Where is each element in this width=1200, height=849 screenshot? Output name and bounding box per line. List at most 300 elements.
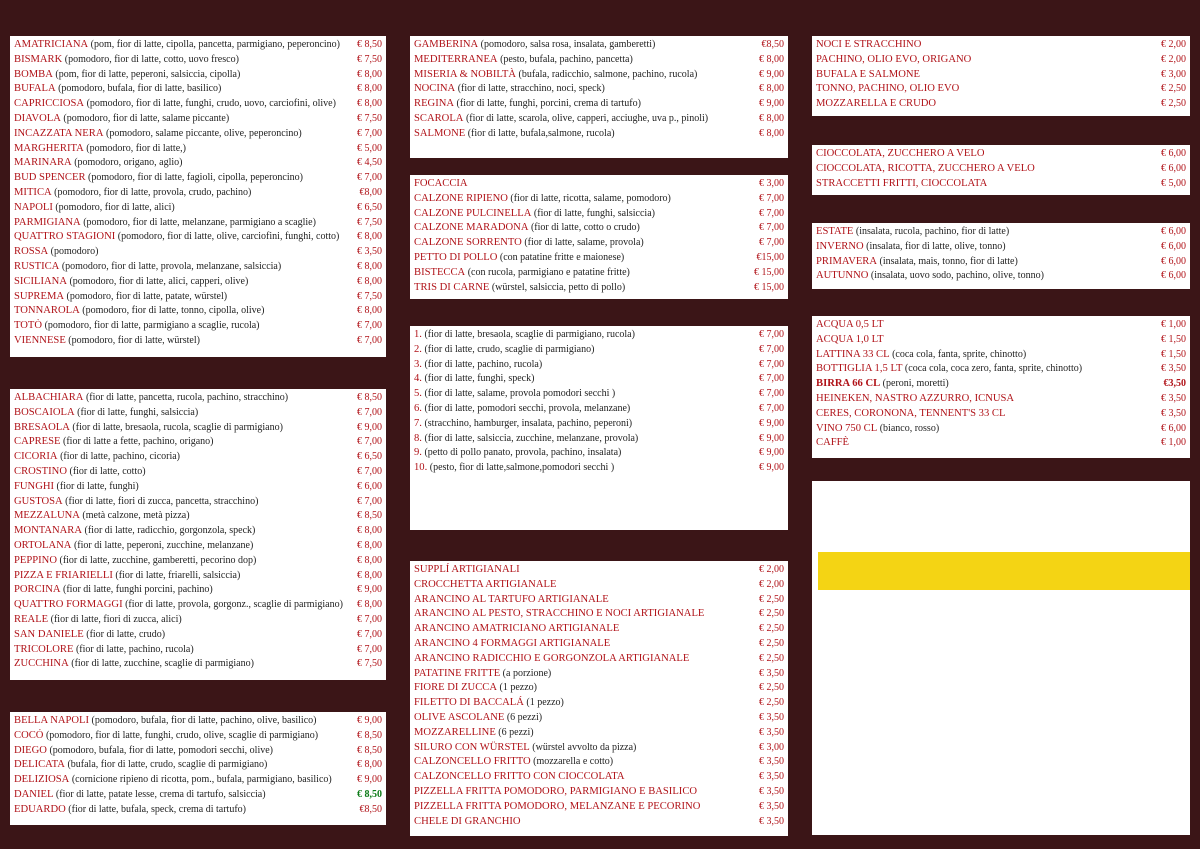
menu-item: [14, 68, 382, 83]
item-price: € 8,00: [357, 569, 382, 581]
item-name: HEINEKEN, NASTRO AZZURRO, ICNUSA: [816, 392, 1015, 404]
item-description: (pomodoro, fior di latte, salame piccante): [60, 112, 230, 124]
item-price: € 7,00: [357, 436, 382, 448]
item-name: ACQUA 0,5 LT: [816, 319, 884, 330]
menu-item: [14, 450, 382, 465]
item-price: € 6,50: [357, 201, 382, 213]
item-name: 10.: [414, 462, 428, 474]
item-price: € 2,50: [759, 652, 784, 664]
menu-item: [14, 391, 382, 406]
item-description: (pesto, fior di latte,salmone,pomodori secchi ): [427, 462, 615, 474]
item-name: PACHINO, OLIO EVO, ORIGANO: [816, 53, 972, 65]
item-description: (coca cola, fanta, sprite, chinotto): [889, 348, 1027, 360]
menu-item: [14, 38, 382, 53]
item-price: € 7,00: [759, 237, 784, 249]
item-description: (1 pezzo): [497, 682, 537, 694]
pizze-rosse-list: [10, 36, 386, 357]
item-description: (fior di latte, radicchio, gorgonzola, speck): [82, 525, 256, 537]
menu-item: [414, 127, 784, 142]
item-name: ARANCINO AL PESTO, STRACCHINO E NOCI ARTIGIANALE: [414, 608, 705, 620]
bevande-list: [812, 316, 1190, 458]
menu-item: [414, 68, 784, 83]
item-price: € 2,50: [1161, 98, 1186, 110]
menu-item: [14, 773, 382, 788]
item-description: (pomodoro, fior di latte, tonno, cipolla, olive): [79, 305, 265, 317]
menu-item: [816, 225, 1186, 240]
item-name: NOCINA: [414, 83, 456, 95]
item-description: (fior di latte, stracchino, noci, speck): [455, 83, 605, 95]
item-name: BISMARK: [14, 53, 63, 65]
item-price: € 2,00: [759, 578, 784, 590]
item-price: €8,50: [761, 39, 784, 50]
item-name: ESTATE: [816, 226, 854, 237]
item-price: € 9,00: [759, 432, 784, 444]
item-description: (fior di latte, pomodori secchi, provola, melanzane): [421, 402, 631, 414]
item-price: € 7,00: [357, 613, 382, 625]
menu-item: [414, 38, 784, 53]
item-price: € 2,50: [759, 697, 784, 709]
menu-item: [816, 177, 1186, 192]
item-price: € 3,50: [759, 726, 784, 738]
item-name: SUPREMA: [14, 290, 65, 302]
item-name: 9.: [414, 447, 422, 459]
item-price: € 2,50: [759, 623, 784, 635]
item-name: CROSTINO: [14, 465, 67, 477]
menu-item: [816, 362, 1186, 377]
item-price: € 8,00: [357, 98, 382, 110]
item-description: (pomodoro, salsa rosa, insalata, gamberetti): [478, 39, 656, 50]
item-name: ROSSA: [14, 246, 49, 258]
item-description: (pomodoro, fior di latte, melanzane, parmigiano a scaglie): [80, 216, 316, 228]
panuozzi-box: [410, 326, 788, 530]
item-name: CALZONE MARADONA: [414, 222, 529, 234]
menu-item: [14, 186, 382, 201]
item-price: € 3,50: [1161, 407, 1186, 419]
item-name: AMATRICIANA: [14, 39, 89, 50]
item-name: CALZONE PULCINELLA: [414, 207, 532, 219]
menu-item: [816, 38, 1186, 53]
item-description: (pomodoro, fior di latte, olive, carciofini, funghi, cotto): [115, 231, 340, 243]
menu-item: [414, 372, 784, 387]
item-name: RUSTICA: [14, 260, 60, 272]
item-description: (fior di latte, funghi, salsiccia): [74, 406, 199, 418]
item-name: CAPRESE: [14, 436, 61, 448]
item-description: (coca cola, coca zero, fanta, sprite, chinotto): [902, 363, 1083, 375]
item-name: PARMIGIANA: [14, 216, 81, 228]
item-name: MARGHERITA: [14, 142, 84, 154]
menu-item: [816, 97, 1186, 112]
menu-item: [816, 407, 1186, 422]
menu-item: [14, 142, 382, 157]
item-name: GAMBERINA: [414, 39, 479, 50]
item-name: PIZZELLA FRITTA POMODORO, PARMIGIANO E BASILICO: [414, 785, 698, 797]
item-price: € 8,00: [357, 539, 382, 551]
menu-item: [414, 358, 784, 373]
item-name: CHELE DI GRANCHIO: [414, 815, 521, 827]
menu-item: [14, 554, 382, 569]
item-description: (pomodoro, fior di latte, würstel): [65, 334, 200, 346]
item-description: (pomodoro, salame piccante, olive, peperoncino): [103, 127, 302, 139]
item-price: € 2,50: [759, 608, 784, 620]
item-price: € 8,00: [357, 759, 382, 771]
item-name: 5.: [414, 388, 422, 400]
menu-item: [14, 495, 382, 510]
menu-item: [14, 435, 382, 450]
item-name: SICILIANA: [14, 275, 67, 287]
item-price: € 6,00: [357, 480, 382, 492]
menu-item: [14, 304, 382, 319]
menu-item: [414, 82, 784, 97]
item-name: SILURO CON WÜRSTEL: [414, 741, 530, 753]
item-description: (fior di latte, crudo, scaglie di parmigiano): [421, 343, 595, 355]
item-price: € 3,50: [759, 815, 784, 827]
item-name: MITICA: [14, 186, 52, 198]
item-name: QUATTRO FORMAGGI: [14, 599, 123, 611]
item-description: (pom, fior di latte, cipolla, pancetta, parmigiano, peperoncino): [88, 39, 341, 50]
menu-item: [414, 53, 784, 68]
item-name: BOSCAIOLA: [14, 406, 75, 418]
item-name: CALZONCELLO FRITTO CON CIOCCOLATA: [414, 771, 625, 783]
item-price: € 8,00: [357, 83, 382, 95]
item-name: FUNGHI: [14, 480, 55, 492]
item-price: € 8,00: [357, 525, 382, 537]
item-description: (pomodoro, bufala, fior di latte, basilico): [55, 83, 222, 95]
menu-item: [414, 696, 784, 711]
item-price: € 6,00: [1161, 240, 1186, 252]
item-price: € 7,00: [357, 320, 382, 332]
menu-item: [414, 755, 784, 770]
menu-item: [14, 216, 382, 231]
item-description: (fior di latte, pachino, rucola): [73, 643, 194, 655]
item-name: OLIVE ASCOLANE: [414, 711, 505, 723]
item-description: (1 pezzo): [523, 697, 564, 709]
menu-item: [414, 402, 784, 417]
item-name: PIZZA E FRIARIELLI: [14, 569, 113, 581]
item-name: CIOCCOLATA, RICOTTA, ZUCCHERO A VELO: [816, 162, 1035, 174]
item-price: € 2,00: [759, 564, 784, 575]
item-price: € 7,50: [357, 112, 382, 124]
item-description: (pomodoro, bufala, fior di latte, pomodori secchi, olive): [46, 744, 274, 756]
item-price: € 3,50: [759, 756, 784, 768]
menu-item: [414, 815, 784, 830]
item-name: STRACCETTI FRITTI, CIOCCOLATA: [816, 177, 988, 189]
item-description: (pomodoro, fior di latte, funghi, crudo, olive, scaglie di parmigiano): [43, 729, 319, 741]
menu-item: [14, 628, 382, 643]
item-name: QUATTRO STAGIONI: [14, 231, 116, 243]
item-name: MONTANARA: [14, 525, 83, 537]
item-price: € 7,00: [357, 334, 382, 346]
item-name: MISERIA & NOBILTÀ: [414, 68, 517, 80]
item-price: € 7,00: [759, 373, 784, 385]
item-description: (petto di pollo panato, provola, pachino, insalata): [421, 447, 622, 459]
menu-item: [14, 171, 382, 186]
item-name: BUFALA E SALMONE: [816, 68, 920, 80]
item-price: € 6,50: [357, 451, 382, 463]
item-price: € 7,00: [357, 127, 382, 139]
item-description: (fior di latte, bresaola, rucola, scaglie di parmigiano): [69, 421, 283, 433]
item-name: GUSTOSA: [14, 495, 63, 507]
item-name: VINO 750 CL: [816, 422, 878, 434]
menu-item: [14, 803, 382, 818]
item-description: (insalata, uovo sodo, pachino, olive, tonno): [868, 270, 1044, 282]
menu-item: [414, 563, 784, 578]
item-name: BOMBA: [14, 68, 53, 80]
item-price: € 3,50: [759, 800, 784, 812]
pizze-speciali-list: [10, 712, 386, 825]
item-name: FOCACCIA: [414, 178, 468, 189]
menu-item: [14, 260, 382, 275]
item-price: € 9,00: [759, 447, 784, 459]
item-description: (würstel, salsiccia, petto di pollo): [489, 281, 626, 293]
menu-item: [414, 711, 784, 726]
pizze-extra-list: [410, 36, 788, 158]
item-price: € 7,00: [759, 343, 784, 355]
item-description: (pomodoro, fior di latte,): [83, 142, 186, 154]
menu-item: [14, 657, 382, 672]
item-price: € 3,00: [759, 178, 784, 189]
item-price: € 8,00: [759, 53, 784, 65]
item-name: REGINA: [414, 98, 455, 110]
item-name: BUFALA: [14, 83, 56, 95]
menu-item: [816, 333, 1186, 348]
item-price: € 7,00: [759, 192, 784, 204]
item-name: ZUCCHINA: [14, 658, 69, 670]
item-name: CICORIA: [14, 451, 58, 463]
menu-item: [414, 281, 784, 296]
menu-item: [14, 421, 382, 436]
item-description: (insalata, mais, tonno, fior di latte): [877, 255, 1018, 267]
menu-item: [14, 539, 382, 554]
item-name: ALBACHIARA: [14, 392, 84, 403]
item-description: (pomodoro, origano, aglio): [71, 157, 183, 169]
item-price: € 7,50: [357, 290, 382, 302]
item-name: ARANCINO AL TARTUFO ARTIGIANALE: [414, 593, 609, 605]
item-price: € 7,50: [357, 658, 382, 670]
item-description: (bufala, fior di latte, crudo, scaglie di parmigiano): [64, 759, 268, 771]
info-box: [812, 481, 1190, 835]
menu-item: [414, 726, 784, 741]
item-price: € 7,00: [759, 207, 784, 219]
item-price: € 7,00: [759, 358, 784, 370]
menu-item: [414, 417, 784, 432]
menu-item: [816, 348, 1186, 363]
item-price: € 3,50: [1161, 392, 1186, 404]
item-price: € 5,00: [1161, 177, 1186, 189]
item-name: AUTUNNO: [816, 270, 869, 282]
item-price: € 9,00: [759, 462, 784, 474]
menu-item: [14, 97, 382, 112]
menu-item: [414, 770, 784, 785]
item-price: € 7,00: [759, 222, 784, 234]
item-name: 2.: [414, 343, 422, 355]
item-description: (fior di latte, patate lesse, crema di tartufo, salsiccia): [53, 788, 266, 800]
item-name: MOZZARELLA E CRUDO: [816, 98, 937, 110]
item-name: DANIEL: [14, 788, 54, 800]
item-description: (fior di latte, funghi porcini, pachino): [60, 584, 213, 596]
item-price: € 8,50: [357, 39, 382, 50]
item-name: SALMONE: [414, 127, 466, 139]
item-price: € 8,00: [357, 275, 382, 287]
item-price: € 2,50: [759, 593, 784, 605]
menu-item: [414, 221, 784, 236]
item-price: € 8,50: [357, 744, 382, 756]
menu-item: [816, 422, 1186, 437]
item-description: (fior di latte, cotto): [66, 465, 146, 477]
item-description: (fior di latte, fiori di zucca, pancetta, stracchino): [62, 495, 259, 507]
item-name: BELLA NAPOLI: [14, 715, 90, 726]
item-description: (6 pezzi): [504, 711, 543, 723]
menu-item: [14, 744, 382, 759]
item-description: (fior di latte, bresaola, scaglie di parmigiano, rucola): [421, 329, 635, 340]
item-price: € 8,00: [759, 112, 784, 124]
bruschette-list: [812, 36, 1190, 116]
item-price: € 7,50: [357, 53, 382, 65]
item-name: PRIMAVERA: [816, 255, 878, 267]
focacce-list: [410, 175, 788, 299]
item-description: (fior di latte, zucchine, gamberetti, pecorino dop): [56, 554, 257, 566]
item-description: (fior di latte, funghi, porcini, crema di tartufo): [454, 98, 641, 110]
item-name: MEDITERRANEA: [414, 53, 498, 65]
menu-item: [14, 290, 382, 305]
menu-item: [414, 667, 784, 682]
item-name: INVERNO: [816, 240, 864, 252]
item-price: € 3,50: [759, 667, 784, 679]
item-description: (mozzarella e cotto): [530, 756, 614, 768]
item-description: (fior di latte, friarelli, salsiccia): [112, 569, 241, 581]
item-name: BOTTIGLIA 1,5 LT: [816, 363, 903, 375]
item-name: BUD SPENCER: [14, 172, 86, 184]
rotoli-list: [812, 145, 1190, 195]
item-description: (fior di latte, salsiccia, zucchine, melanzane, provola): [421, 432, 639, 444]
item-description: (6 pezzi): [495, 726, 534, 738]
item-name: ARANCINO 4 FORMAGGI ARTIGIANALE: [414, 637, 611, 649]
item-description: (pom, fior di latte, peperoni, salsiccia, cipolla): [52, 68, 241, 80]
item-description: (con rucola, parmigiano e patatine fritte): [465, 266, 630, 278]
item-price: € 2,00: [1161, 39, 1186, 50]
item-price: € 8,00: [357, 305, 382, 317]
item-name: MARINARA: [14, 157, 72, 169]
item-name: FILETTO DI BACCALÁ: [414, 697, 524, 709]
item-price: € 3,50: [1161, 363, 1186, 375]
menu-item: [14, 465, 382, 480]
item-price: € 15,00: [754, 266, 784, 278]
item-description: (bianco, rosso): [877, 422, 940, 434]
item-price: € 6,00: [1161, 422, 1186, 434]
item-description: (fior di latte a fette, pachino, origano): [60, 436, 214, 448]
item-price: € 2,50: [759, 682, 784, 694]
item-description: (fior di latte, bufala,salmone, rucola): [465, 127, 615, 139]
menu-item: [816, 318, 1186, 333]
item-name: SCAROLA: [414, 112, 464, 124]
item-price: € 7,00: [759, 402, 784, 414]
menu-item: [14, 714, 382, 729]
item-name: DELICATA: [14, 759, 65, 771]
menu-item: [414, 446, 784, 461]
item-price: € 9,00: [759, 98, 784, 110]
item-description: (pomodoro, bufala, fior di latte, pachino, olive, basilico): [89, 715, 317, 726]
item-price: € 3,50: [759, 771, 784, 783]
item-price: € 7,00: [357, 406, 382, 418]
item-price: € 8,00: [759, 83, 784, 95]
menu-item: [414, 387, 784, 402]
menu-item: [414, 192, 784, 207]
menu-item: [414, 741, 784, 756]
menu-item: [414, 622, 784, 637]
item-name: CERES, CORONONA, TENNENT'S 33 CL: [816, 407, 1006, 419]
menu-item: [14, 275, 382, 290]
item-description: (würstel avvolto da pizza): [529, 741, 637, 753]
menu-item: [816, 162, 1186, 177]
item-price: € 7,00: [357, 628, 382, 640]
item-price: € 8,00: [357, 68, 382, 80]
item-name: ARANCINO RADICCHIO E GORGONZOLA ARTIGIANALE: [414, 652, 690, 664]
item-price: € 2,00: [1161, 53, 1186, 65]
menu-item: [14, 334, 382, 349]
item-name: DIAVOLA: [14, 112, 61, 124]
item-name: CALZONCELLO FRITTO: [414, 756, 531, 768]
item-description: (fior di latte, cotto o crudo): [528, 222, 640, 234]
menu-item: [14, 598, 382, 613]
item-description: (fior di latte, provola, gorgonz., scaglie di parmigiano): [122, 599, 343, 611]
item-name: TOTÒ: [14, 320, 43, 332]
menu-item: [816, 147, 1186, 162]
item-price: € 7,00: [357, 643, 382, 655]
menu-item: [414, 578, 784, 593]
item-price: € 1,50: [1161, 348, 1186, 360]
item-price: €8,50: [359, 803, 382, 815]
menu-item: [414, 343, 784, 358]
item-name: 7.: [414, 417, 422, 429]
item-description: (stracchino, hamburger, insalata, pachino, peperoni): [421, 417, 633, 429]
item-name: PETTO DI POLLO: [414, 251, 498, 263]
item-price: € 2,50: [759, 637, 784, 649]
item-price: € 3,50: [759, 711, 784, 723]
menu-item: [816, 255, 1186, 270]
item-name: 3.: [414, 358, 422, 370]
menu-item: [414, 251, 784, 266]
item-description: (fior di latte, bufala, speck, crema di tartufo): [65, 803, 246, 815]
item-name: BISTECCA: [414, 266, 466, 278]
item-description: (con patatine fritte e maionese): [497, 251, 625, 263]
menu-item: [414, 236, 784, 251]
item-description: (insalata, fior di latte, olive, tonno): [863, 240, 1006, 252]
item-price: € 9,00: [759, 68, 784, 80]
item-price: € 1,00: [1161, 319, 1186, 330]
item-price: € 8,50: [357, 392, 382, 403]
item-description: (fior di latte, funghi, speck): [421, 373, 535, 385]
menu-item: [14, 569, 382, 584]
menu-item: [14, 583, 382, 598]
item-price: € 8,00: [357, 599, 382, 611]
menu-item: [14, 127, 382, 142]
item-description: (pomodoro, fior di latte, cotto, uovo fresco): [62, 53, 239, 65]
menu-item: [414, 800, 784, 815]
friggitoria-list: [410, 561, 788, 836]
item-description: (pomodoro): [48, 246, 99, 258]
item-name: PIZZELLA FRITTA POMODORO, MELANZANE E PECORINO: [414, 800, 701, 812]
item-name: CROCCHETTA ARTIGIANALE: [414, 578, 557, 590]
menu-item: [14, 156, 382, 171]
item-price: € 8,00: [357, 231, 382, 243]
menu-item: [816, 377, 1186, 392]
item-name: EDUARDO: [14, 803, 66, 815]
menu-item: [816, 82, 1186, 97]
pizze-bianche-list: [10, 389, 386, 680]
item-price: € 8,50: [357, 788, 382, 800]
item-price: € 7,50: [357, 216, 382, 228]
item-description: (fior di latte, zucchine, scaglie di parmigiano): [68, 658, 254, 670]
item-description: (fior di latte, pachino, cicoria): [57, 451, 181, 463]
